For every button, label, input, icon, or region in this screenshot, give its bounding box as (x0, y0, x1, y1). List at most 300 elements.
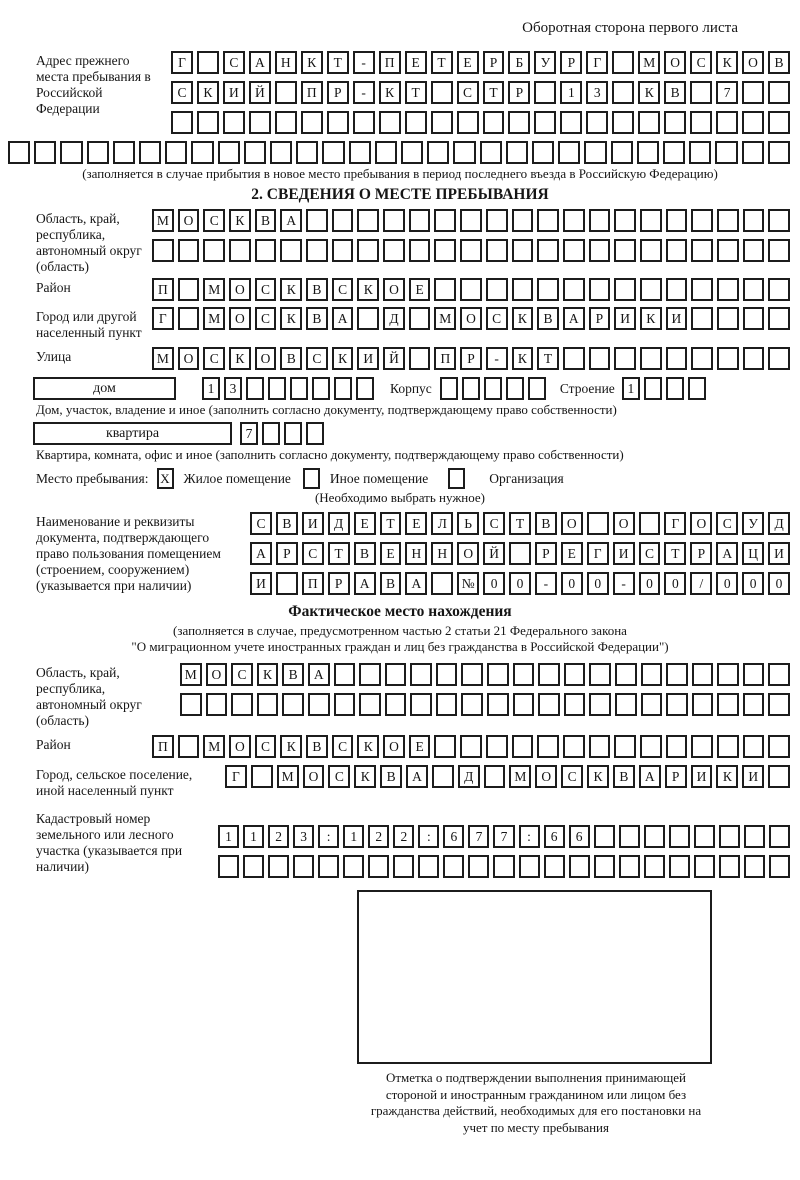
char-box[interactable] (666, 735, 688, 758)
char-box[interactable] (637, 141, 659, 164)
char-box[interactable] (284, 422, 302, 445)
char-box[interactable]: С (302, 542, 324, 565)
char-box[interactable] (512, 239, 534, 262)
char-box[interactable] (690, 81, 712, 104)
char-box[interactable]: В (306, 278, 328, 301)
char-box[interactable] (742, 111, 764, 134)
char-box[interactable] (639, 512, 661, 535)
char-box[interactable] (280, 239, 302, 262)
char-box[interactable] (534, 81, 556, 104)
char-box[interactable] (692, 663, 714, 686)
char-box[interactable] (768, 141, 790, 164)
char-box[interactable] (171, 111, 193, 134)
char-box[interactable] (165, 141, 187, 164)
char-box[interactable]: Е (409, 278, 431, 301)
char-box[interactable]: Д (383, 307, 405, 330)
char-box[interactable] (318, 855, 339, 878)
char-box[interactable]: Т (509, 512, 531, 535)
char-box[interactable]: Р (327, 81, 349, 104)
char-box[interactable]: 0 (768, 572, 790, 595)
char-box[interactable]: М (203, 735, 225, 758)
char-box[interactable]: В (255, 209, 277, 232)
char-box[interactable] (768, 347, 790, 370)
char-box[interactable] (528, 377, 546, 400)
char-box[interactable]: К (354, 765, 376, 788)
char-box[interactable] (558, 141, 580, 164)
char-box[interactable] (405, 111, 427, 134)
char-box[interactable] (457, 111, 479, 134)
char-box[interactable]: : (418, 825, 439, 848)
char-box[interactable] (431, 111, 453, 134)
char-box[interactable]: 6 (443, 825, 464, 848)
char-box[interactable]: К (379, 81, 401, 104)
char-box[interactable] (619, 825, 640, 848)
char-box[interactable]: 0 (639, 572, 661, 595)
char-box[interactable]: И (768, 542, 790, 565)
char-box[interactable]: - (486, 347, 508, 370)
char-box[interactable] (768, 663, 790, 686)
char-box[interactable]: Р (589, 307, 611, 330)
char-box[interactable]: Р (560, 51, 582, 74)
char-box[interactable] (349, 141, 371, 164)
char-box[interactable] (268, 855, 289, 878)
char-box[interactable] (180, 693, 202, 716)
char-box[interactable] (563, 347, 585, 370)
char-box[interactable]: К (280, 278, 302, 301)
char-box[interactable]: К (512, 347, 534, 370)
char-box[interactable]: А (354, 572, 376, 595)
char-box[interactable]: О (178, 347, 200, 370)
char-box[interactable]: Р (483, 51, 505, 74)
char-box[interactable]: Й (383, 347, 405, 370)
char-box[interactable] (409, 347, 431, 370)
char-box[interactable] (409, 209, 431, 232)
char-box[interactable]: О (742, 51, 764, 74)
char-box[interactable] (383, 209, 405, 232)
char-box[interactable]: О (383, 278, 405, 301)
char-box[interactable]: 3 (224, 377, 242, 400)
char-box[interactable] (538, 693, 560, 716)
char-box[interactable] (563, 278, 585, 301)
char-box[interactable]: К (332, 347, 354, 370)
char-box[interactable] (644, 825, 665, 848)
char-box[interactable] (480, 141, 502, 164)
char-box[interactable]: 7 (240, 422, 258, 445)
char-box[interactable]: А (332, 307, 354, 330)
char-box[interactable] (768, 81, 790, 104)
char-box[interactable] (744, 825, 765, 848)
char-box[interactable] (666, 663, 688, 686)
apartment-type-box[interactable]: квартира (33, 422, 232, 445)
char-box[interactable] (385, 663, 407, 686)
char-box[interactable] (717, 735, 739, 758)
char-box[interactable] (614, 735, 636, 758)
char-box[interactable]: С (203, 347, 225, 370)
char-box[interactable]: В (280, 347, 302, 370)
char-box[interactable] (594, 825, 615, 848)
char-box[interactable] (308, 693, 330, 716)
char-box[interactable]: Б (508, 51, 530, 74)
char-box[interactable] (436, 693, 458, 716)
char-box[interactable]: Г (152, 307, 174, 330)
char-box[interactable]: И (250, 572, 272, 595)
char-box[interactable] (139, 141, 161, 164)
char-box[interactable] (666, 278, 688, 301)
char-box[interactable]: П (301, 81, 323, 104)
char-box[interactable] (486, 735, 508, 758)
char-box[interactable]: О (206, 663, 228, 686)
char-box[interactable] (357, 307, 379, 330)
char-box[interactable]: 3 (586, 81, 608, 104)
char-box[interactable] (742, 141, 764, 164)
char-box[interactable] (666, 209, 688, 232)
char-box[interactable] (513, 663, 535, 686)
char-box[interactable]: Е (409, 735, 431, 758)
char-box[interactable]: 0 (483, 572, 505, 595)
char-box[interactable]: И (357, 347, 379, 370)
char-box[interactable]: К (638, 81, 660, 104)
char-box[interactable] (611, 141, 633, 164)
char-box[interactable]: Р (665, 765, 687, 788)
char-box[interactable]: 0 (509, 572, 531, 595)
char-box[interactable] (229, 239, 251, 262)
char-box[interactable]: 0 (587, 572, 609, 595)
char-box[interactable]: Л (431, 512, 453, 535)
char-box[interactable]: П (152, 735, 174, 758)
char-box[interactable] (506, 377, 524, 400)
char-box[interactable]: В (380, 572, 402, 595)
char-box[interactable] (60, 141, 82, 164)
char-box[interactable]: К (357, 278, 379, 301)
char-box[interactable]: О (383, 735, 405, 758)
char-box[interactable]: 0 (716, 572, 738, 595)
char-box[interactable] (431, 572, 453, 595)
char-box[interactable] (612, 111, 634, 134)
char-box[interactable]: С (486, 307, 508, 330)
char-box[interactable] (537, 239, 559, 262)
checkbox-organization[interactable] (448, 468, 465, 489)
char-box[interactable]: А (406, 765, 428, 788)
char-box[interactable] (282, 693, 304, 716)
char-box[interactable] (484, 765, 506, 788)
char-box[interactable]: К (301, 51, 323, 74)
char-box[interactable] (640, 735, 662, 758)
char-box[interactable] (393, 855, 414, 878)
char-box[interactable] (716, 111, 738, 134)
char-box[interactable] (614, 209, 636, 232)
char-box[interactable] (178, 278, 200, 301)
char-box[interactable]: Г (586, 51, 608, 74)
char-box[interactable] (113, 141, 135, 164)
char-box[interactable]: Р (690, 542, 712, 565)
char-box[interactable] (589, 239, 611, 262)
char-box[interactable]: С (332, 278, 354, 301)
char-box[interactable] (691, 239, 713, 262)
char-box[interactable] (715, 141, 737, 164)
char-box[interactable] (692, 693, 714, 716)
char-box[interactable]: Е (457, 51, 479, 74)
char-box[interactable] (666, 693, 688, 716)
char-box[interactable] (669, 825, 690, 848)
char-box[interactable]: О (178, 209, 200, 232)
char-box[interactable]: С (306, 347, 328, 370)
char-box[interactable] (460, 209, 482, 232)
char-box[interactable]: Д (458, 765, 480, 788)
char-box[interactable] (743, 278, 765, 301)
char-box[interactable] (357, 239, 379, 262)
char-box[interactable] (322, 141, 344, 164)
char-box[interactable] (434, 735, 456, 758)
char-box[interactable]: Р (460, 347, 482, 370)
char-box[interactable] (434, 278, 456, 301)
char-box[interactable]: Д (768, 512, 790, 535)
char-box[interactable]: В (613, 765, 635, 788)
char-box[interactable] (431, 81, 453, 104)
char-box[interactable] (688, 377, 706, 400)
char-box[interactable]: - (353, 51, 375, 74)
char-box[interactable]: К (640, 307, 662, 330)
char-box[interactable]: Г (664, 512, 686, 535)
char-box[interactable]: 7 (468, 825, 489, 848)
char-box[interactable] (563, 239, 585, 262)
char-box[interactable]: А (250, 542, 272, 565)
char-box[interactable]: - (613, 572, 635, 595)
char-box[interactable]: В (306, 307, 328, 330)
char-box[interactable] (486, 209, 508, 232)
char-box[interactable] (243, 855, 264, 878)
char-box[interactable] (537, 735, 559, 758)
char-box[interactable]: А (280, 209, 302, 232)
char-box[interactable] (493, 855, 514, 878)
char-box[interactable]: Т (328, 542, 350, 565)
char-box[interactable]: Е (561, 542, 583, 565)
char-box[interactable]: О (613, 512, 635, 535)
char-box[interactable]: И (613, 542, 635, 565)
char-box[interactable] (769, 825, 790, 848)
char-box[interactable]: Е (354, 512, 376, 535)
char-box[interactable]: 0 (664, 572, 686, 595)
char-box[interactable] (34, 141, 56, 164)
char-box[interactable] (612, 81, 634, 104)
char-box[interactable] (434, 239, 456, 262)
char-box[interactable] (743, 663, 765, 686)
char-box[interactable] (563, 209, 585, 232)
char-box[interactable] (509, 542, 531, 565)
char-box[interactable]: А (716, 542, 738, 565)
checkbox-residential[interactable]: X (157, 468, 174, 489)
char-box[interactable]: 2 (368, 825, 389, 848)
char-box[interactable] (589, 693, 611, 716)
char-box[interactable]: К (280, 307, 302, 330)
char-box[interactable] (619, 855, 640, 878)
char-box[interactable] (276, 572, 298, 595)
char-box[interactable]: М (152, 209, 174, 232)
char-box[interactable] (663, 141, 685, 164)
char-box[interactable]: - (353, 81, 375, 104)
char-box[interactable] (644, 377, 662, 400)
char-box[interactable] (614, 278, 636, 301)
char-box[interactable]: Ц (742, 542, 764, 565)
char-box[interactable] (484, 377, 502, 400)
char-box[interactable]: Й (483, 542, 505, 565)
char-box[interactable] (589, 347, 611, 370)
char-box[interactable] (275, 81, 297, 104)
char-box[interactable]: С (223, 51, 245, 74)
char-box[interactable] (587, 512, 609, 535)
char-box[interactable] (334, 693, 356, 716)
char-box[interactable] (719, 825, 740, 848)
char-box[interactable] (508, 111, 530, 134)
char-box[interactable]: / (690, 572, 712, 595)
char-box[interactable]: 1 (243, 825, 264, 848)
char-box[interactable] (612, 51, 634, 74)
char-box[interactable]: К (229, 347, 251, 370)
char-box[interactable] (691, 209, 713, 232)
char-box[interactable]: М (203, 278, 225, 301)
char-box[interactable]: 0 (742, 572, 764, 595)
char-box[interactable]: И (223, 81, 245, 104)
char-box[interactable]: Г (171, 51, 193, 74)
char-box[interactable] (564, 663, 586, 686)
char-box[interactable]: 2 (393, 825, 414, 848)
char-box[interactable] (519, 855, 540, 878)
char-box[interactable]: С (255, 307, 277, 330)
char-box[interactable] (244, 141, 266, 164)
char-box[interactable] (586, 111, 608, 134)
char-box[interactable] (614, 239, 636, 262)
char-box[interactable]: А (249, 51, 271, 74)
char-box[interactable] (353, 111, 375, 134)
char-box[interactable] (275, 111, 297, 134)
char-box[interactable]: В (664, 81, 686, 104)
char-box[interactable] (8, 141, 30, 164)
char-box[interactable] (453, 141, 475, 164)
char-box[interactable] (359, 663, 381, 686)
char-box[interactable] (461, 693, 483, 716)
char-box[interactable]: М (203, 307, 225, 330)
char-box[interactable]: 3 (293, 825, 314, 848)
char-box[interactable]: О (535, 765, 557, 788)
char-box[interactable] (178, 307, 200, 330)
char-box[interactable]: Т (405, 81, 427, 104)
char-box[interactable] (461, 663, 483, 686)
char-box[interactable]: Г (225, 765, 247, 788)
char-box[interactable]: 6 (544, 825, 565, 848)
char-box[interactable]: К (512, 307, 534, 330)
char-box[interactable] (589, 278, 611, 301)
char-box[interactable] (532, 141, 554, 164)
char-box[interactable] (664, 111, 686, 134)
char-box[interactable] (460, 735, 482, 758)
char-box[interactable] (569, 855, 590, 878)
char-box[interactable]: О (229, 278, 251, 301)
char-box[interactable] (487, 693, 509, 716)
char-box[interactable]: П (152, 278, 174, 301)
char-box[interactable] (615, 693, 637, 716)
char-box[interactable] (717, 239, 739, 262)
char-box[interactable]: Т (664, 542, 686, 565)
char-box[interactable]: 1 (560, 81, 582, 104)
char-box[interactable]: 1 (622, 377, 640, 400)
char-box[interactable] (719, 855, 740, 878)
char-box[interactable] (640, 347, 662, 370)
char-box[interactable] (641, 693, 663, 716)
char-box[interactable] (615, 663, 637, 686)
char-box[interactable]: П (434, 347, 456, 370)
char-box[interactable]: В (537, 307, 559, 330)
char-box[interactable] (443, 855, 464, 878)
char-box[interactable] (666, 239, 688, 262)
char-box[interactable]: К (587, 765, 609, 788)
char-box[interactable] (768, 765, 790, 788)
char-box[interactable]: Т (537, 347, 559, 370)
char-box[interactable] (717, 278, 739, 301)
char-box[interactable]: С (250, 512, 272, 535)
char-box[interactable]: Г (587, 542, 609, 565)
char-box[interactable] (223, 111, 245, 134)
char-box[interactable]: К (229, 209, 251, 232)
char-box[interactable] (589, 735, 611, 758)
char-box[interactable] (255, 239, 277, 262)
char-box[interactable]: В (380, 765, 402, 788)
char-box[interactable] (768, 735, 790, 758)
char-box[interactable] (594, 855, 615, 878)
char-box[interactable] (460, 278, 482, 301)
char-box[interactable]: Р (328, 572, 350, 595)
char-box[interactable]: М (152, 347, 174, 370)
char-box[interactable] (460, 239, 482, 262)
char-box[interactable]: Т (483, 81, 505, 104)
char-box[interactable]: : (519, 825, 540, 848)
char-box[interactable] (301, 111, 323, 134)
char-box[interactable] (152, 239, 174, 262)
char-box[interactable] (584, 141, 606, 164)
char-box[interactable]: О (664, 51, 686, 74)
char-box[interactable] (743, 347, 765, 370)
char-box[interactable] (487, 663, 509, 686)
char-box[interactable]: № (457, 572, 479, 595)
char-box[interactable] (768, 111, 790, 134)
char-box[interactable] (743, 693, 765, 716)
char-box[interactable] (537, 209, 559, 232)
char-box[interactable] (768, 239, 790, 262)
char-box[interactable] (641, 663, 663, 686)
char-box[interactable] (327, 111, 349, 134)
char-box[interactable]: С (561, 765, 583, 788)
char-box[interactable]: - (535, 572, 557, 595)
char-box[interactable]: М (638, 51, 660, 74)
char-box[interactable]: У (742, 512, 764, 535)
char-box[interactable]: 2 (268, 825, 289, 848)
char-box[interactable] (486, 278, 508, 301)
char-box[interactable] (512, 278, 534, 301)
char-box[interactable] (343, 855, 364, 878)
char-box[interactable] (560, 111, 582, 134)
char-box[interactable] (410, 663, 432, 686)
char-box[interactable]: П (302, 572, 324, 595)
char-box[interactable]: М (277, 765, 299, 788)
char-box[interactable]: П (379, 51, 401, 74)
char-box[interactable] (694, 855, 715, 878)
char-box[interactable]: 1 (218, 825, 239, 848)
char-box[interactable]: К (716, 765, 738, 788)
char-box[interactable] (563, 735, 585, 758)
char-box[interactable] (306, 209, 328, 232)
char-box[interactable]: Р (535, 542, 557, 565)
char-box[interactable]: Р (276, 542, 298, 565)
char-box[interactable] (357, 209, 379, 232)
char-box[interactable] (666, 377, 684, 400)
